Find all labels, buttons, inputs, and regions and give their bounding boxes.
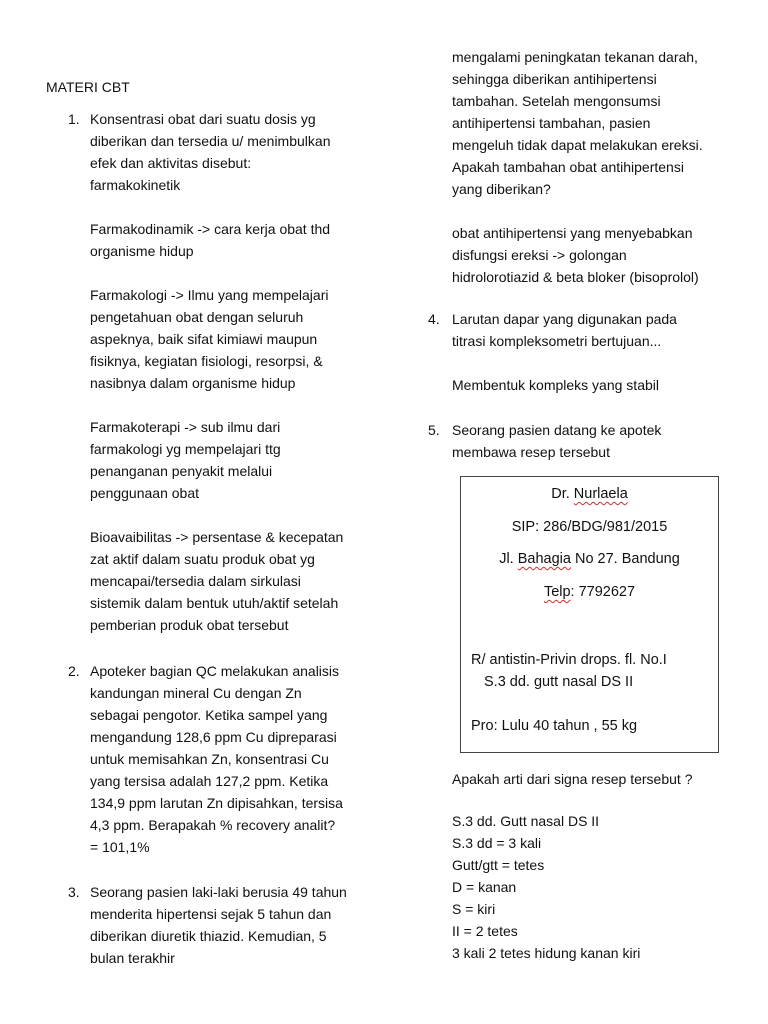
q3-cont-line: yang diberikan? [452,181,551,197]
q5-answer-line: Gutt/gtt = tetes [452,857,545,873]
farmakologi-line: Farmakologi -> Ilmu yang mempelajari [90,287,329,303]
q5-answer-line: 3 kali 2 tetes hidung kanan kiri [452,945,641,961]
q3-line: bulan terakhir [90,950,175,966]
q3-cont-line: mengalami peningkatan tekanan darah, [452,49,698,65]
q4-answer: Membentuk kompleks yang stabil [452,377,659,393]
prescription-patient: Pro: Lulu 40 tahun , 55 kg [471,718,638,734]
farmakoterapi-line: Farmakoterapi -> sub ilmu dari [90,419,281,435]
q3-answer-line: hidrolorotiazid & beta bloker (bisoprolol) [452,269,699,285]
prescription-telp [461,581,718,603]
bioavaibilitas-line: zat aktif dalam suatu produk obat yg [90,551,315,567]
farmakologi-line: aspeknya, baik sifat kimiawi maupun [90,331,318,347]
prescription-box [460,476,719,753]
q2-line: mengandung 128,6 ppm Cu dipreparasi [90,729,337,745]
question-5-followup [452,768,752,964]
prescription-sip: SIP: 286/BDG/981/2015 [511,519,668,535]
farmakodinamik-line: Farmakodinamik -> cara kerja obat thd [90,221,331,237]
doctor-prefix: Dr. [551,486,574,502]
q2-line: kandungan mineral Cu dengan Zn [90,685,302,701]
q2-line: untuk memisahkan Zn, konsentrasi Cu [90,751,329,767]
question-3-continued [452,46,752,288]
q3-line: Seorang pasien laki-laki berusia 49 tahun [90,884,347,900]
bioavaibilitas-line: Bioavaibilitas -> persentase & kecepatan [90,529,344,545]
prescription-signa: S.3 dd. gutt nasal DS II [484,674,634,690]
doctor-name: Nurlaela [573,486,628,502]
q5-answer-line: II = 2 tetes [452,923,518,939]
question-5-number: 5. [428,422,440,438]
q1-line: Konsentrasi obat dari suatu dosis yg [90,111,316,127]
bioavaibilitas-line: mencapai/tersedia dalam sirkulasi [90,573,301,589]
farmakoterapi-line: penanganan penyakit melalui [90,463,273,479]
q2-answer: = 101,1% [90,839,150,855]
q5-line: membawa resep tersebut [452,444,610,460]
farmakologi-line: nasibnya dalam organisme hidup [90,375,296,391]
question-2-body [90,660,390,858]
q1-line: efek dan aktivitas disebut: [90,155,252,171]
prescription-address [461,548,718,570]
farmakologi-line: pengetahuan obat dengan seluruh [90,309,304,325]
q1-line: farmakokinetik [90,177,181,193]
question-3-number: 3. [68,884,80,900]
question-3-body [90,881,390,969]
question-4-body [452,308,748,396]
q1-line: diberikan dan tersedia u/ menimbulkan [90,133,331,149]
address-street: Bahagia [517,551,571,567]
bioavaibilitas-line: pemberian produk obat tersebut [90,617,289,633]
question-1-number: 1. [68,111,80,127]
telp-label: Telp [543,584,571,600]
question-4-number: 4. [428,311,440,327]
prescription-r-line: R/ antistin-Privin drops. fl. No.I [471,652,667,668]
farmakologi-line: fisiknya, kegiatan fisiologi, resorpsi, & [90,353,323,369]
q5-answer-line: D = kanan [452,879,517,895]
q3-line: menderita hipertensi sejak 5 tahun dan [90,906,332,922]
q2-line: yang tersisa adalah 127,2 ppm. Ketika [90,773,329,789]
address-prefix: Jl. [499,551,518,567]
q5-question: Apakah arti dari signa resep tersebut ? [452,771,693,787]
q5-line: Seorang pasien datang ke apotek [452,422,662,438]
farmakodinamik-line: organisme hidup [90,243,194,259]
q5-answer-line: S.3 dd. Gutt nasal DS II [452,813,600,829]
q2-line: Apoteker bagian QC melakukan analisis [90,663,340,679]
question-1-body [90,108,390,636]
q5-answer-line: S = kiri [452,901,496,917]
q3-cont-line: tambahan. Setelah mengonsumsi [452,93,661,109]
prescription-doctor [461,483,718,505]
telp-number: : 7792627 [570,584,636,600]
farmakoterapi-line: farmakologi yg mempelajari ttg [90,441,281,457]
q3-answer-line: disfungsi ereksi -> golongan [452,247,627,263]
q3-cont-line: sehingga diberikan antihipertensi [452,71,657,87]
q4-line: titrasi kompleksometri bertujuan... [452,333,662,349]
q2-line: 4,3 ppm. Berapakah % recovery analit? [90,817,336,833]
question-5-body [452,419,748,463]
q2-line: 134,9 ppm larutan Zn dipisahkan, tersisa [90,795,343,811]
address-rest: No 27. Bandung [570,551,680,567]
q3-cont-line: Apakah tambahan obat antihipertensi [452,159,684,175]
q4-line: Larutan dapar yang digunakan pada [452,311,677,327]
q3-line: diberikan diuretik thiazid. Kemudian, 5 [90,928,327,944]
bioavaibilitas-line: sistemik dalam bentuk utuh/aktif setelah [90,595,339,611]
q2-line: sebagai pengotor. Ketika sampel yang [90,707,328,723]
q5-answer-line: S.3 dd = 3 kali [452,835,542,851]
question-2-number: 2. [68,663,80,679]
q3-answer-line: obat antihipertensi yang menyebabkan [452,225,693,241]
page-title: MATERI CBT [46,79,130,95]
q3-cont-line: mengeluh tidak dapat melakukan ereksi. [452,137,703,153]
q3-cont-line: antihipertensi tambahan, pasien [452,115,651,131]
farmakoterapi-line: penggunaan obat [90,485,199,501]
